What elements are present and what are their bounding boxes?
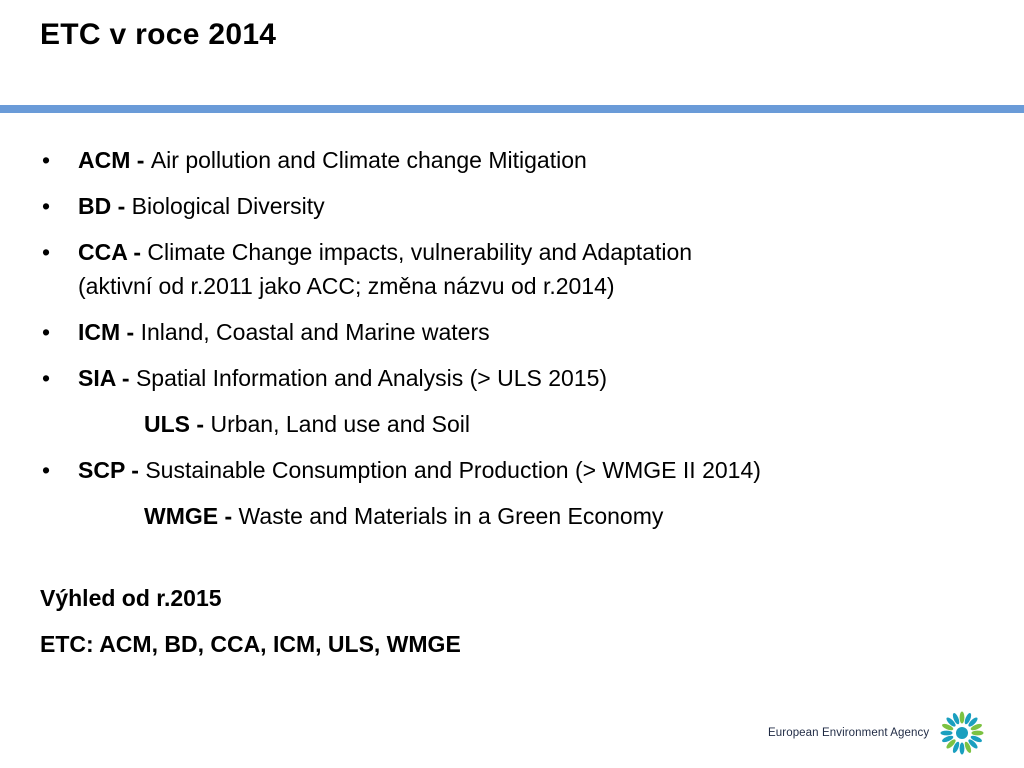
item-term: CCA - bbox=[78, 239, 148, 265]
list-item-acm bbox=[40, 143, 980, 177]
item-description: Air pollution and Climate change Mitigation bbox=[150, 147, 587, 173]
list-item-scp bbox=[40, 453, 980, 487]
title-divider bbox=[0, 105, 1024, 113]
outlook-heading: Výhled od r.2015 bbox=[40, 585, 222, 611]
item-term: ACM - bbox=[78, 147, 151, 173]
agency-name: European Environment Agency bbox=[768, 727, 930, 739]
item-note: (aktivní od r.2011 jako ACC; změna názvu od r.2014) bbox=[78, 273, 615, 299]
item-term: SCP - bbox=[78, 457, 146, 483]
item-description: Spatial Information and Analysis (> ULS 2015) bbox=[135, 365, 608, 391]
list-item-bd bbox=[40, 189, 980, 223]
list-item-sia bbox=[40, 361, 980, 395]
item-term: ULS - bbox=[144, 411, 211, 437]
eea-logo-icon bbox=[937, 708, 987, 758]
bullet-icon: • bbox=[42, 147, 51, 173]
bullet-icon: • bbox=[42, 457, 51, 483]
list-item-icm bbox=[40, 315, 980, 349]
eea-logo bbox=[768, 708, 987, 758]
item-description: Sustainable Consumption and Production (> WMGE II 2014) bbox=[145, 457, 761, 483]
item-term: ICM - bbox=[78, 319, 141, 345]
spacer bbox=[40, 545, 980, 581]
item-term: BD - bbox=[78, 193, 132, 219]
bullet-icon: • bbox=[42, 319, 51, 345]
etc-list bbox=[40, 143, 980, 533]
item-description: Urban, Land use and Soil bbox=[210, 411, 471, 437]
item-description: Climate Change impacts, vulnerability and Adaptation bbox=[147, 239, 693, 265]
item-description: Inland, Coastal and Marine waters bbox=[140, 319, 490, 345]
list-item-cca bbox=[40, 235, 980, 303]
bullet-icon: • bbox=[42, 365, 51, 391]
outlook-etc-list: ETC: ACM, BD, CCA, ICM, ULS, WMGE bbox=[40, 631, 461, 657]
item-term: SIA - bbox=[78, 365, 136, 391]
bullet-icon: • bbox=[42, 239, 51, 265]
item-description: Biological Diversity bbox=[131, 193, 325, 219]
sub-item-wmge bbox=[40, 499, 980, 533]
slide-content bbox=[40, 143, 980, 673]
slide-title: ETC v roce 2014 bbox=[40, 18, 277, 51]
item-term: WMGE - bbox=[144, 503, 239, 529]
bullet-icon: • bbox=[42, 193, 51, 219]
item-description: Waste and Materials in a Green Economy bbox=[238, 503, 664, 529]
sub-item-uls bbox=[40, 407, 980, 441]
